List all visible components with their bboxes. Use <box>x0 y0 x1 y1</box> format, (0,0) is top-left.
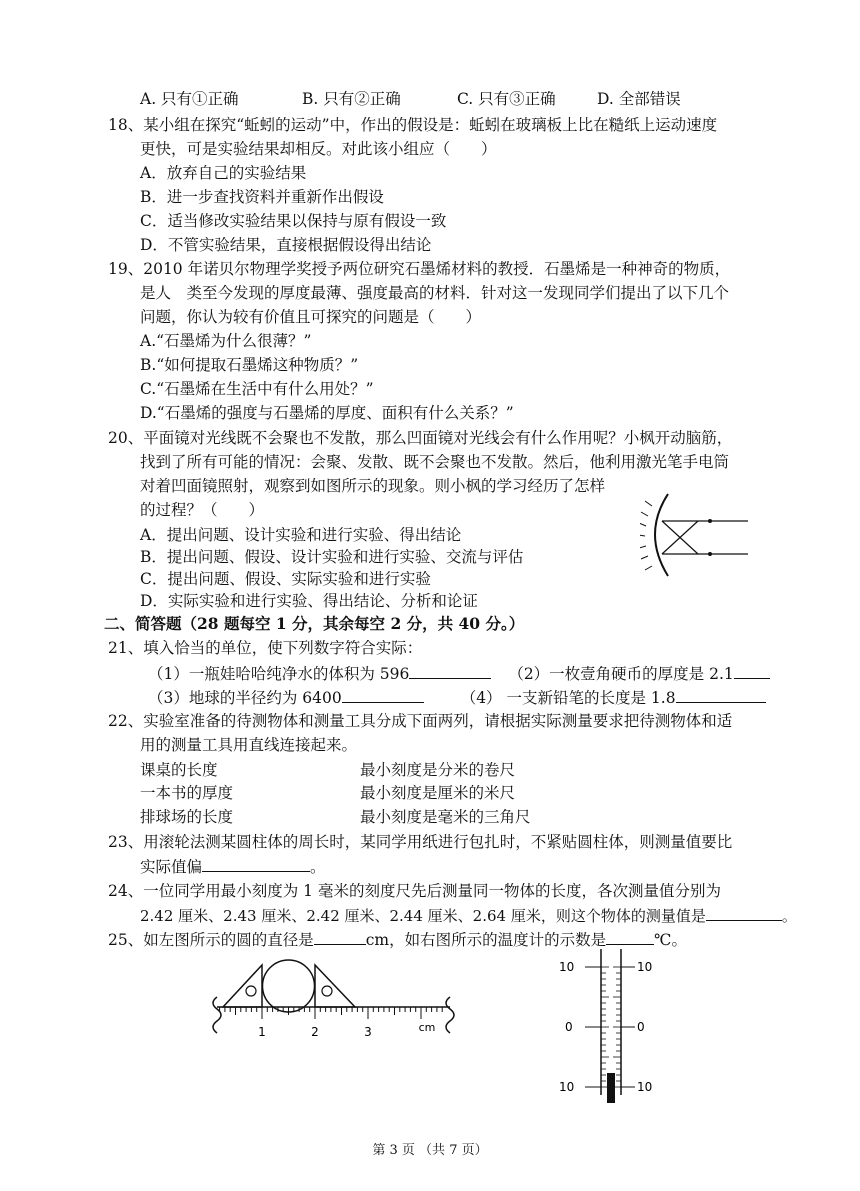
q24-blank[interactable] <box>706 904 782 921</box>
thermo-label-right-top: 10 <box>637 960 653 974</box>
q25-blank-1[interactable] <box>314 928 366 945</box>
q21-blank-1[interactable] <box>409 662 491 679</box>
page-footer: 第 3 页 （共 7 页） <box>372 1143 488 1158</box>
q21-item-4: （4） 一支新铅笔的长度是 1.8 <box>460 689 676 707</box>
q20-option-c: C．提出问题、假设、实际实验和进行实验 <box>140 570 431 588</box>
q23-text: 实际值偏 <box>140 858 203 876</box>
q22-stem-line1: 22、实验室准备的待测物体和测量工具分成下面两列，请根据实际测量要求把待测物体和适 <box>108 712 733 730</box>
q23-end: 。 <box>310 858 326 876</box>
thermo-label-right-bot: 10 <box>637 1080 653 1094</box>
q17-option-d: D. 全部错误 <box>597 90 681 108</box>
ruler-tick-label-2: 2 <box>311 1025 319 1039</box>
q20-stem-line1: 20、平面镜对光线既不会聚也不发散，那么凹面镜对光线会有什么作用呢？小枫开动脑筋， <box>108 429 733 447</box>
q18-stem-line2: 更快，可是实验结果却相反。对此该小组应（ ） <box>140 140 497 158</box>
q22-tool-1: 最小刻度是分米的卷尺 <box>360 761 516 779</box>
q18-option-b: B．进一步查找资料并重新作出假设 <box>140 188 384 206</box>
ruler-tick-label-1: 1 <box>258 1025 266 1039</box>
q21-stem: 21、填入恰当的单位，使下列数字符合实际： <box>108 639 423 657</box>
q24-stem-line1: 24、一位同学用最小刻度为 1 毫米的刻度尺先后测量同一物体的长度，各次测量值分别为 <box>108 882 721 900</box>
q20-stem-line2: 找到了所有可能的情况：会聚、发散、既不会聚也不发散。然后，他利用激光笔手电筒 <box>140 453 730 471</box>
q23-blank[interactable] <box>202 855 310 872</box>
ruler-circle-figure <box>205 955 475 1055</box>
thermometer-figure <box>555 945 685 1105</box>
q20-option-a: A．提出问题、设计实验和进行实验、得出结论 <box>140 526 462 544</box>
thermometer-liquid-column <box>607 1073 615 1103</box>
thermo-label-left-bot: 10 <box>559 1080 575 1094</box>
q21-row2 <box>148 686 766 709</box>
q25-text-1: 25、如左图所示的圆的直径是 <box>108 931 314 949</box>
q21-item-3: （3）地球的半径约为 6400 <box>148 689 342 707</box>
q21-item-1: （1）一瓶娃哈哈纯净水的体积为 596 <box>148 665 410 683</box>
q20-option-d: D．实际实验和进行实验、得出结论、分析和论证 <box>140 592 478 610</box>
q23-stem-line2 <box>140 855 326 878</box>
section2-title: 二、简答题（28 题每空 1 分，其余每空 2 分，共 40 分。） <box>104 614 525 633</box>
q25-text-3: ℃。 <box>654 931 687 949</box>
q24-text: 2.42 厘米、2.43 厘米、2.42 厘米、2.44 厘米、2.64 厘米，则这个物体的测量值是 <box>140 907 706 925</box>
q20-stem-line4: 的过程？（ ） <box>140 501 265 519</box>
q17-option-a: A. 只有①正确 <box>140 90 239 108</box>
concave-mirror-figure <box>640 486 760 582</box>
q21-blank-4[interactable] <box>676 686 766 703</box>
thermo-label-right-mid: 0 <box>637 1020 645 1034</box>
q22-object-3: 排球场的长度 <box>140 808 234 826</box>
q17-option-c: C. 只有③正确 <box>457 90 556 108</box>
q21-blank-2[interactable] <box>734 662 770 679</box>
q17-option-b: B. 只有②正确 <box>302 90 401 108</box>
q18-option-a: A．放弃自己的实验结果 <box>140 164 307 182</box>
q25-text-2: cm，如右图所示的温度计的示数是 <box>365 931 607 949</box>
q24-stem-line2 <box>140 904 797 927</box>
q22-object-1: 课桌的长度 <box>140 761 218 779</box>
ruler-unit: cm <box>418 1021 436 1034</box>
q22-object-2: 一本书的厚度 <box>140 784 234 802</box>
ruler-tick-label-3: 3 <box>364 1025 372 1039</box>
q19-option-a: A.“石墨烯为什么很薄？” <box>140 332 312 350</box>
q22-stem-line2: 用的测量工具用直线连接起来。 <box>140 736 358 754</box>
q18-option-d: D．不管实验结果，直接根据假设得出结论 <box>140 236 432 254</box>
q19-stem-line3: 问题，你认为较有价值且可探究的问题是（ ） <box>140 308 482 326</box>
q20-option-b: B．提出问题、假设、设计实验和进行实验、交流与评估 <box>140 548 524 566</box>
q19-stem-line1: 19、2010 年诺贝尔物理学奖授予两位研究石墨烯材料的教授．石墨烯是一种神奇的物质， <box>108 260 731 278</box>
thermo-label-left-top: 10 <box>559 960 575 974</box>
q25-blank-2[interactable] <box>606 928 654 945</box>
q24-end: 。 <box>781 907 797 925</box>
q20-stem-line3: 对着凹面镜照射，观察到如图所示的现象。则小枫的学习经历了怎样 <box>140 477 606 495</box>
q18-stem-line1: 18、某小组在探究“蚯蚓的运动”中，作出的假设是：蚯蚓在玻璃板上比在糙纸上运动速度 <box>108 116 718 134</box>
q18-option-c: C．适当修改实验结果以保持与原有假设一致 <box>140 212 447 230</box>
q23-stem-line1: 23、用滚轮法测某圆柱体的周长时，某同学用纸进行包扎时，不紧贴圆柱体，则测量值要比 <box>108 833 733 851</box>
thermo-label-left-mid: 0 <box>565 1020 573 1034</box>
q22-tool-2: 最小刻度是厘米的米尺 <box>360 784 516 802</box>
q22-tool-3: 最小刻度是毫米的三角尺 <box>360 808 531 826</box>
q19-stem-line2: 是人 类至今发现的厚度最薄、强度最高的材料．针对这一发现同学们提出了以下几个 <box>140 284 730 302</box>
q19-option-d: D.“石墨烯的强度与石墨烯的厚度、面积有什么关系？” <box>140 404 514 422</box>
q21-blank-3[interactable] <box>342 686 424 703</box>
q17-options <box>140 88 681 110</box>
q21-row1 <box>148 662 770 685</box>
q19-option-b: B.“如何提取石墨烯这种物质？” <box>140 356 359 374</box>
q19-option-c: C.“石墨烯在生活中有什么用处？” <box>140 380 374 398</box>
q21-item-2: （2）一枚壹角硬币的厚度是 2.1 <box>508 665 734 683</box>
